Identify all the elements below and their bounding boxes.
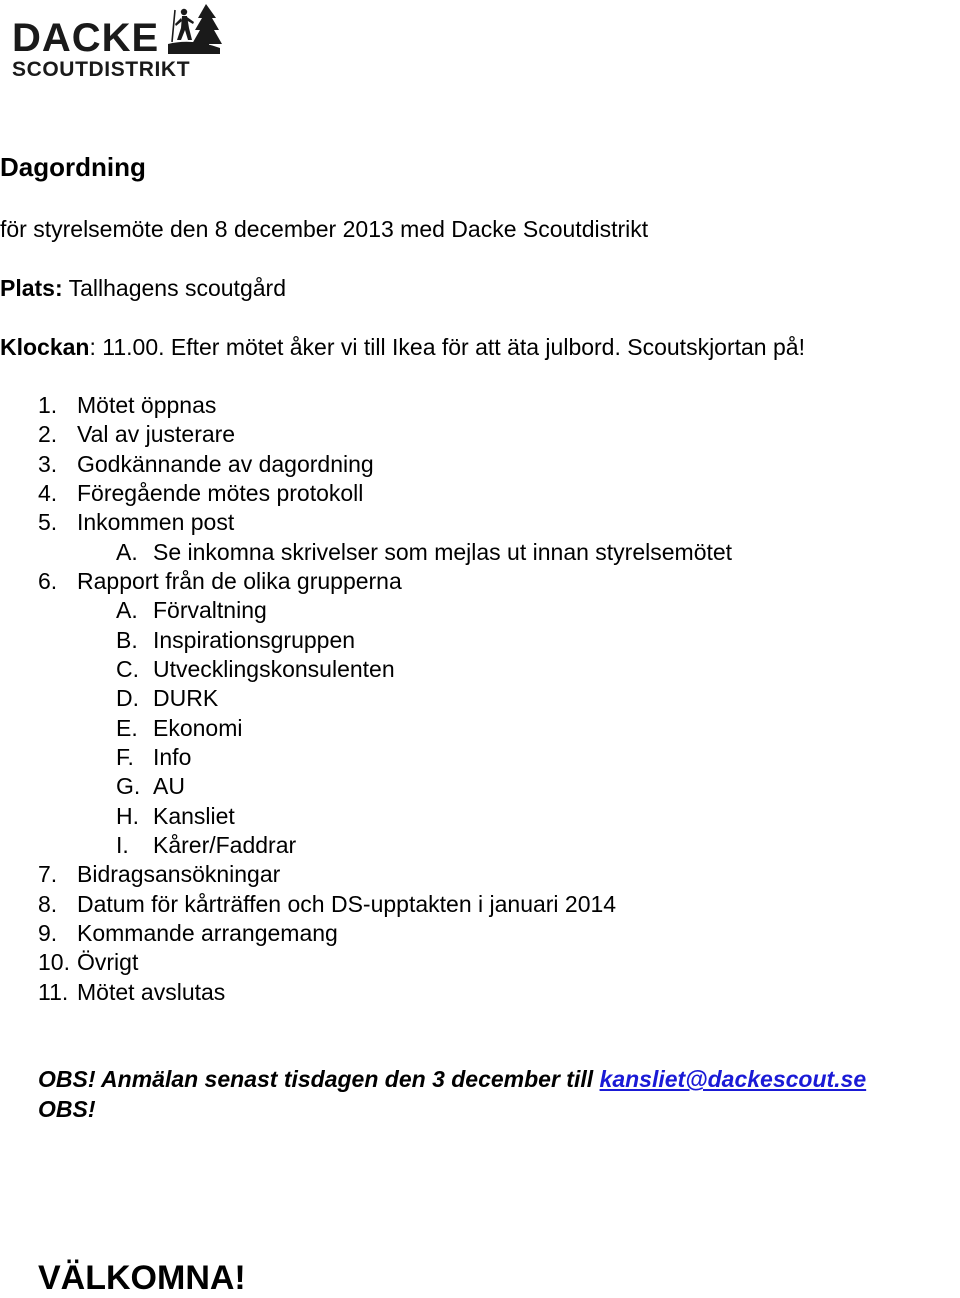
meeting-subtitle: för styrelsemöte den 8 december 2013 med Dacke Scoutdistrikt: [0, 216, 649, 242]
agenda-text: Utvecklingskonsulenten: [153, 655, 395, 682]
email-link[interactable]: kansliet@dackescout.se: [599, 1066, 867, 1092]
agenda-text: Ekonomi: [153, 714, 243, 741]
logo-text-scoutdistrikt: SCOUTDISTRIKT: [12, 58, 191, 81]
hiker-tree-icon: [162, 2, 224, 60]
agenda-number: 3.: [38, 450, 58, 477]
registration-notice: [38, 1064, 866, 1094]
agenda-letter: A.: [116, 538, 138, 565]
agenda-number: 8.: [38, 890, 58, 917]
page-title: Dagordning: [0, 152, 146, 182]
agenda-text: Inkommen post: [77, 509, 235, 536]
agenda-text: Kommande arrangemang: [77, 919, 338, 946]
meeting-place: [0, 273, 286, 303]
agenda-letter: E.: [116, 714, 138, 741]
notice-obs: OBS!: [38, 1096, 96, 1122]
agenda-number: 9.: [38, 919, 58, 946]
time-label: Klockan: [0, 334, 90, 360]
agenda-letter: A.: [116, 597, 138, 624]
agenda-text: Godkännande av dagordning: [77, 450, 374, 477]
agenda-text: AU: [153, 773, 185, 800]
agenda-text: Förvaltning: [153, 597, 267, 624]
agenda-text: Övrigt: [77, 949, 139, 976]
meeting-time: [0, 332, 805, 362]
agenda-letter: G.: [116, 773, 141, 800]
agenda-text: Info: [153, 743, 192, 770]
agenda-letter: B.: [116, 626, 138, 653]
agenda-number: 2.: [38, 421, 58, 448]
agenda-text: Inspirationsgruppen: [153, 626, 356, 653]
agenda-text: Kansliet: [153, 802, 235, 829]
agenda-letter: C.: [116, 655, 139, 682]
agenda-number: 4.: [38, 479, 58, 506]
agenda-letter: F.: [116, 743, 134, 770]
agenda-text: Datum för kårträffen och DS-upptakten i januari 2014: [77, 890, 617, 917]
agenda-number: 10.: [38, 949, 70, 976]
agenda-letter: H.: [116, 802, 139, 829]
agenda-text: Bidragsansökningar: [77, 861, 281, 888]
agenda-letter: D.: [116, 685, 139, 712]
place-value: Tallhagens scoutgård: [62, 275, 286, 301]
logo-text-dacke: DACKE: [12, 16, 160, 60]
agenda-number: 7.: [38, 861, 58, 888]
place-label: Plats:: [0, 275, 63, 301]
welcome-heading: VÄLKOMNA!: [38, 1259, 246, 1297]
agenda-text: Mötet avslutas: [77, 978, 226, 1005]
agenda-text: Rapport från de olika grupperna: [77, 567, 402, 594]
agenda-letter: I.: [116, 831, 129, 858]
agenda-text: Mötet öppnas: [77, 392, 217, 418]
agenda-number: 5.: [38, 509, 58, 536]
time-value: : 11.00. Efter mötet åker vi till Ikea för att äta julbord. Scoutskjortan på!: [89, 334, 805, 360]
logo: [10, 0, 220, 86]
agenda-text: Se inkomna skrivelser som mejlas ut innan styrelsemötet: [153, 538, 733, 565]
agenda-text: Val av justerare: [77, 421, 236, 448]
agenda-number: 6.: [38, 567, 58, 594]
agenda-number: 1.: [38, 392, 58, 418]
agenda-text: DURK: [153, 685, 219, 712]
agenda-text: Kårer/Faddrar: [153, 831, 297, 858]
notice-text: OBS! Anmälan senast tisdagen den 3 december till: [38, 1066, 600, 1092]
agenda-number: 11.: [38, 978, 69, 1005]
agenda-text: Föregående mötes protokoll: [77, 479, 364, 506]
